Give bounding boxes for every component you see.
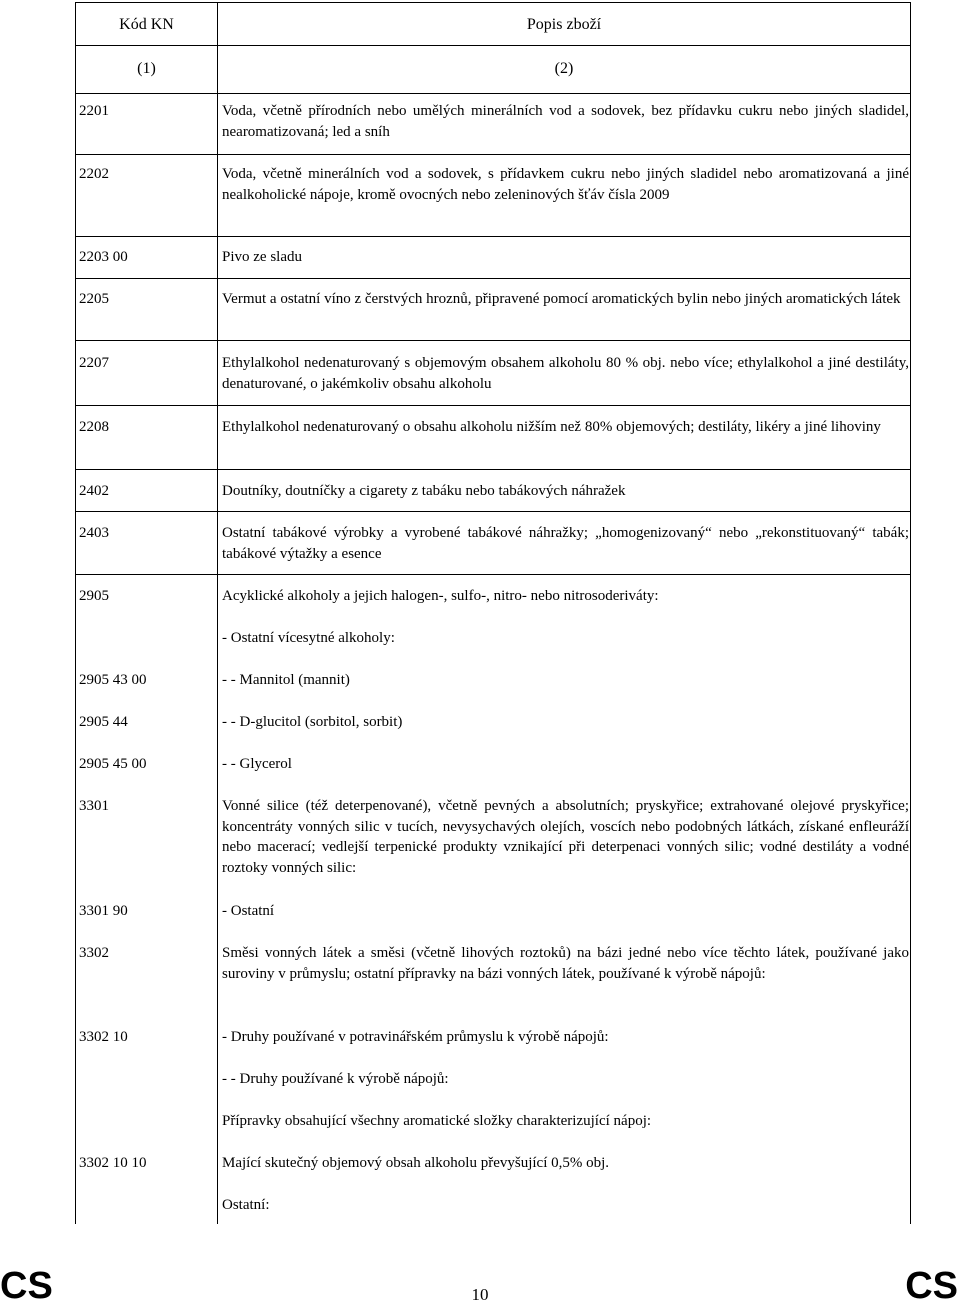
row-description: - Ostatní vícesytné alkoholy:: [222, 630, 395, 646]
row-divider: [76, 574, 910, 575]
row-description: Ethylalkohol nedenaturovaný s objemovým obsahem alkoholu 80 % obj. nebo více; ethylalkohol a jiné destiláty, denaturované, o jakémkoliv obsahu alkoholu: [222, 355, 909, 392]
page-number: 10: [471, 1285, 489, 1304]
header-description-title: Popis zboží: [526, 16, 602, 33]
row-code: 3302 10 10: [79, 1155, 147, 1171]
row-divider: [76, 340, 910, 341]
row-divider: [76, 154, 910, 155]
row-description: Směsi vonných látek a směsi (včetně lihových roztoků) na bázi jedné nebo více těchto látek, používané jako suroviny v průmyslu; ostatní přípravky na bázi vonných látek, používané k výrobě nápojů:: [222, 945, 909, 982]
header-code-number: (1): [137, 60, 156, 77]
row-description: Ostatní tabákové výrobky a vyrobené tabákové náhražky; „homogenizovaný“ nebo „rekonstituovaný“ tabák; tabákové výtažky a esence: [222, 525, 909, 562]
row-description: Vermut a ostatní víno z čerstvých hroznů, připravené pomocí aromatických bylin nebo jiných aromatických látek: [222, 291, 901, 307]
row-description: - - D-glucitol (sorbitol, sorbit): [222, 714, 403, 730]
tariff-table: [75, 2, 911, 1224]
row-divider: [76, 469, 910, 470]
row-description: Doutníky, doutníčky a cigarety z tabáku nebo tabákových náhražek: [222, 483, 626, 499]
row-code: 2905 43 00: [79, 672, 147, 688]
row-divider: [76, 278, 910, 279]
row-description: Voda, včetně minerálních vod a sodovek, s přídavkem cukru nebo jiných sladidel nebo aromatizovaná a jiné nealkoholické nápoje, kromě ovocných nebo zeleninových šťáv čísla 2009: [222, 166, 909, 203]
row-description: - Ostatní: [222, 903, 275, 919]
footer-language-left: CS: [0, 1265, 53, 1307]
row-divider: [76, 511, 910, 512]
header-code-title: Kód KN: [119, 16, 174, 33]
row-description: - Druhy používané v potravinářském průmyslu k výrobě nápojů:: [222, 1029, 609, 1045]
row-code: 3302: [79, 945, 109, 961]
row-code: 2202: [79, 166, 109, 182]
row-description: - - Mannitol (mannit): [222, 672, 350, 688]
row-code: 2207: [79, 355, 109, 371]
row-code: 2403: [79, 525, 109, 541]
row-description: Ethylalkohol nedenaturovaný o obsahu alkoholu nižším než 80% objemových; destiláty, likéry a jiné lihoviny: [222, 419, 881, 435]
column-divider: [217, 3, 218, 1224]
row-description: Přípravky obsahující všechny aromatické složky charakterizující nápoj:: [222, 1113, 652, 1129]
row-description: Voda, včetně přírodních nebo umělých minerálních vod a sodovek, bez přídavku cukru nebo jiných sladidel, nearomatizovaná; led a sníh: [222, 103, 909, 140]
header-divider: [76, 93, 910, 94]
row-code: 2905: [79, 588, 109, 604]
row-code: 2208: [79, 419, 109, 435]
row-code: 3302 10: [79, 1029, 128, 1045]
row-description: Vonné silice (též deterpenované), včetně pevných a absolutních; pryskyřice; extrahované olejové pryskyřice; koncentráty vonných silic v tucích, nevysychavých olejích, voscích nebo podobných látkách, získané enfleuráží nebo macerací; vedlejší terpenické produkty vznikající při deterpenaci vonných silic; vodné destiláty a vodné roztoky vonných silic:: [222, 798, 909, 876]
row-description: - - Glycerol: [222, 756, 292, 772]
header-description-number: (2): [554, 60, 574, 77]
row-code: 2203 00: [79, 249, 128, 265]
row-description: - - Druhy používané k výrobě nápojů:: [222, 1071, 449, 1087]
row-description: Mající skutečný objemový obsah alkoholu převyšující 0,5% obj.: [222, 1155, 610, 1171]
row-code: 3301 90: [79, 903, 128, 919]
footer-language-right: CS: [905, 1265, 958, 1307]
row-code: 2905 45 00: [79, 756, 147, 772]
row-divider: [76, 236, 910, 237]
row-divider: [76, 405, 910, 406]
row-code: 2402: [79, 483, 109, 499]
header-divider: [76, 45, 910, 46]
row-description: Ostatní:: [222, 1197, 270, 1213]
row-code: 2905 44: [79, 714, 128, 730]
row-description: Acyklické alkoholy a jejich halogen-, sulfo-, nitro- nebo nitrosoderiváty:: [222, 588, 659, 604]
row-description: Pivo ze sladu: [222, 249, 302, 265]
row-code: 3301: [79, 798, 109, 814]
row-code: 2205: [79, 291, 109, 307]
row-code: 2201: [79, 103, 109, 119]
